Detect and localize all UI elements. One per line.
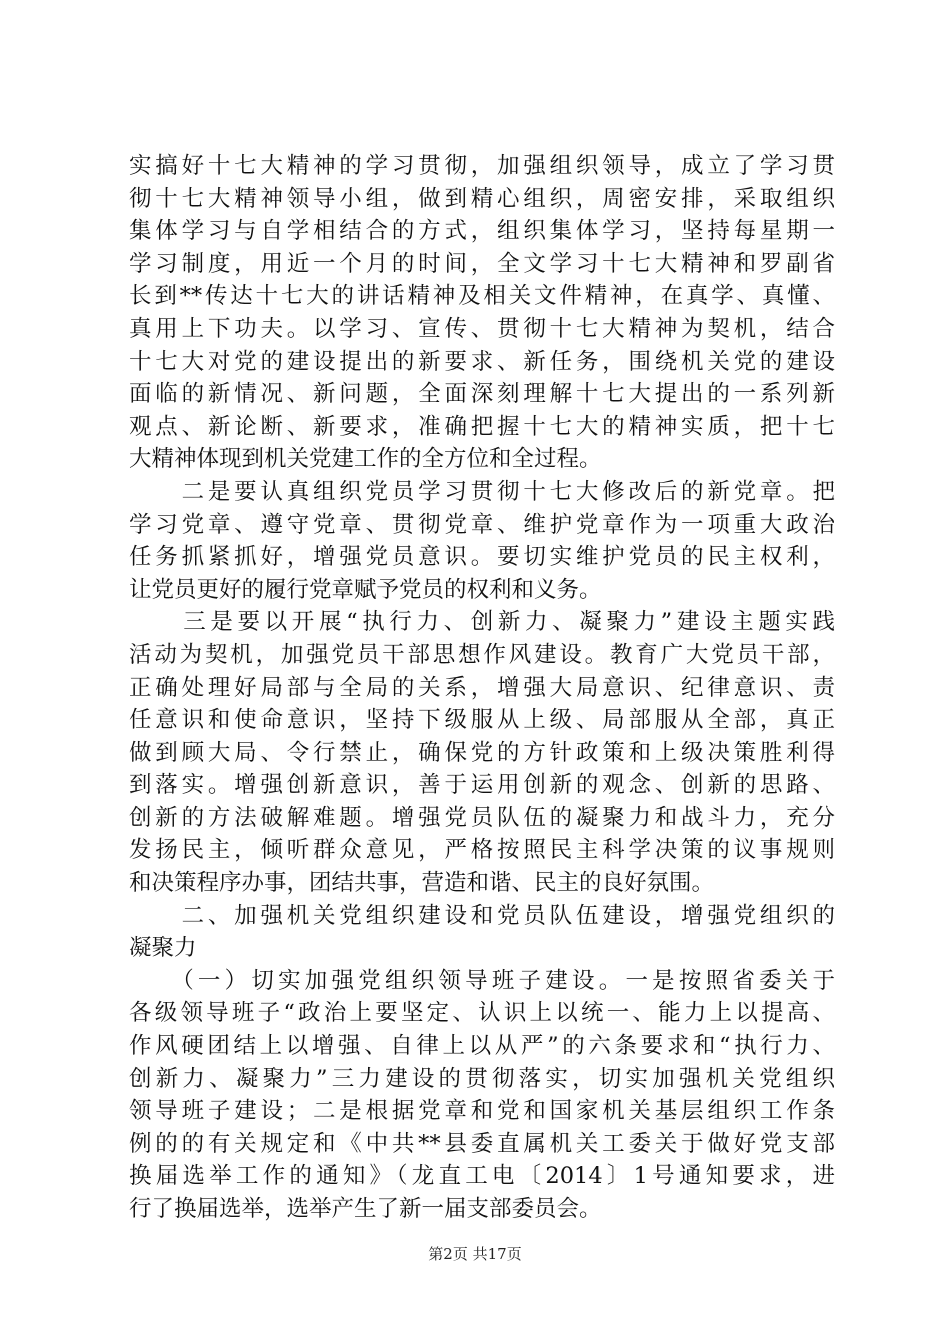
text-line: 活动为契机，加强党员干部思想作风建设。教育广大党员干部， [129,641,835,668]
text-line: 学习制度，用近一个月的时间，全文学习十七大精神和罗副省 [129,250,835,277]
document-body [129,150,835,1226]
text-line: 二是要认真组织党员学习贯彻十七大修改后的新党章。把 [129,478,835,505]
text-line: 作风硬团结上以增强、自律上以从严”的六条要求和“执行力、 [129,1033,835,1060]
text-line: 长到**传达十七大的讲话精神及相关文件精神，在真学、真懂、 [129,283,835,310]
text-line: 正确处理好局部与全局的关系，增强大局意识、纪律意识、责 [129,674,835,701]
text-line: 创新力、凝聚力”三力建设的贯彻落实，切实加强机关党组织 [129,1065,835,1092]
text-line: 换届选举工作的通知》（龙直工电〔2014〕1号通知要求，进 [129,1163,835,1190]
text-line: 三是要以开展“执行力、创新力、凝聚力”建设主题实践 [129,609,835,636]
text-line: 创新的方法破解难题。增强党员队伍的凝聚力和战斗力，充分 [129,804,835,831]
text-line: 大精神体现到机关党建工作的全方位和全过程。 [129,446,602,473]
text-line: 集体学习与自学相结合的方式，组织集体学习，坚持每星期一 [129,218,835,245]
text-line: 任务抓紧抓好，增强党员意识。要切实维护党员的民主权利， [129,544,835,571]
text-line: 任意识和使命意识，坚持下级服从上级、局部服从全部，真正 [129,707,835,734]
text-line: 各级领导班子“政治上要坚定、认识上以统一、能力上以提高、 [129,1000,835,1027]
text-line: 面临的新情况、新问题，全面深刻理解十七大提出的一系列新 [129,381,835,408]
text-line: 学习党章、遵守党章、贯彻党章、维护党章作为一项重大政治 [129,511,835,538]
text-line: （一）切实加强党组织领导班子建设。一是按照省委关于 [129,967,835,994]
text-line: 二、加强机关党组织建设和党员队伍建设，增强党组织的 [129,902,835,929]
text-line: 凝聚力 [129,935,197,962]
text-line: 到落实。增强创新意识，善于运用创新的观念、创新的思路、 [129,772,835,799]
text-line: 发扬民主，倾听群众意见，严格按照民主科学决策的议事规则 [129,837,835,864]
text-line: 实搞好十七大精神的学习贯彻，加强组织领导，成立了学习贯 [129,153,835,179]
text-line: 十七大对党的建设提出的新要求、新任务，围绕机关党的建设 [129,348,835,375]
text-line: 真用上下功夫。以学习、宣传、贯彻十七大精神为契机，结合 [129,315,835,342]
text-line: 例的的有关规定和《中共**县委直属机关工委关于做好党支部 [129,1130,835,1157]
text-line: 观点、新论断、新要求，准确把握十七大的精神实质，把十七 [129,413,835,440]
text-line: 行了换届选举，选举产生了新一届支部委员会。 [129,1196,602,1222]
page-footer: 第2页 共17页 [428,1245,522,1263]
text-line: 彻十七大精神领导小组，做到精心组织，周密安排，采取组织 [129,185,835,212]
text-line: 让党员更好的履行党章赋予党员的权利和义务。 [129,576,602,603]
text-line: 做到顾大局、令行禁止，确保党的方针政策和上级决策胜利得 [129,739,835,766]
text-line: 和决策程序办事，团结共事，营造和谐、民主的良好氛围。 [129,870,715,897]
text-line: 领导班子建设；二是根据党章和党和国家机关基层组织工作条 [129,1098,835,1125]
